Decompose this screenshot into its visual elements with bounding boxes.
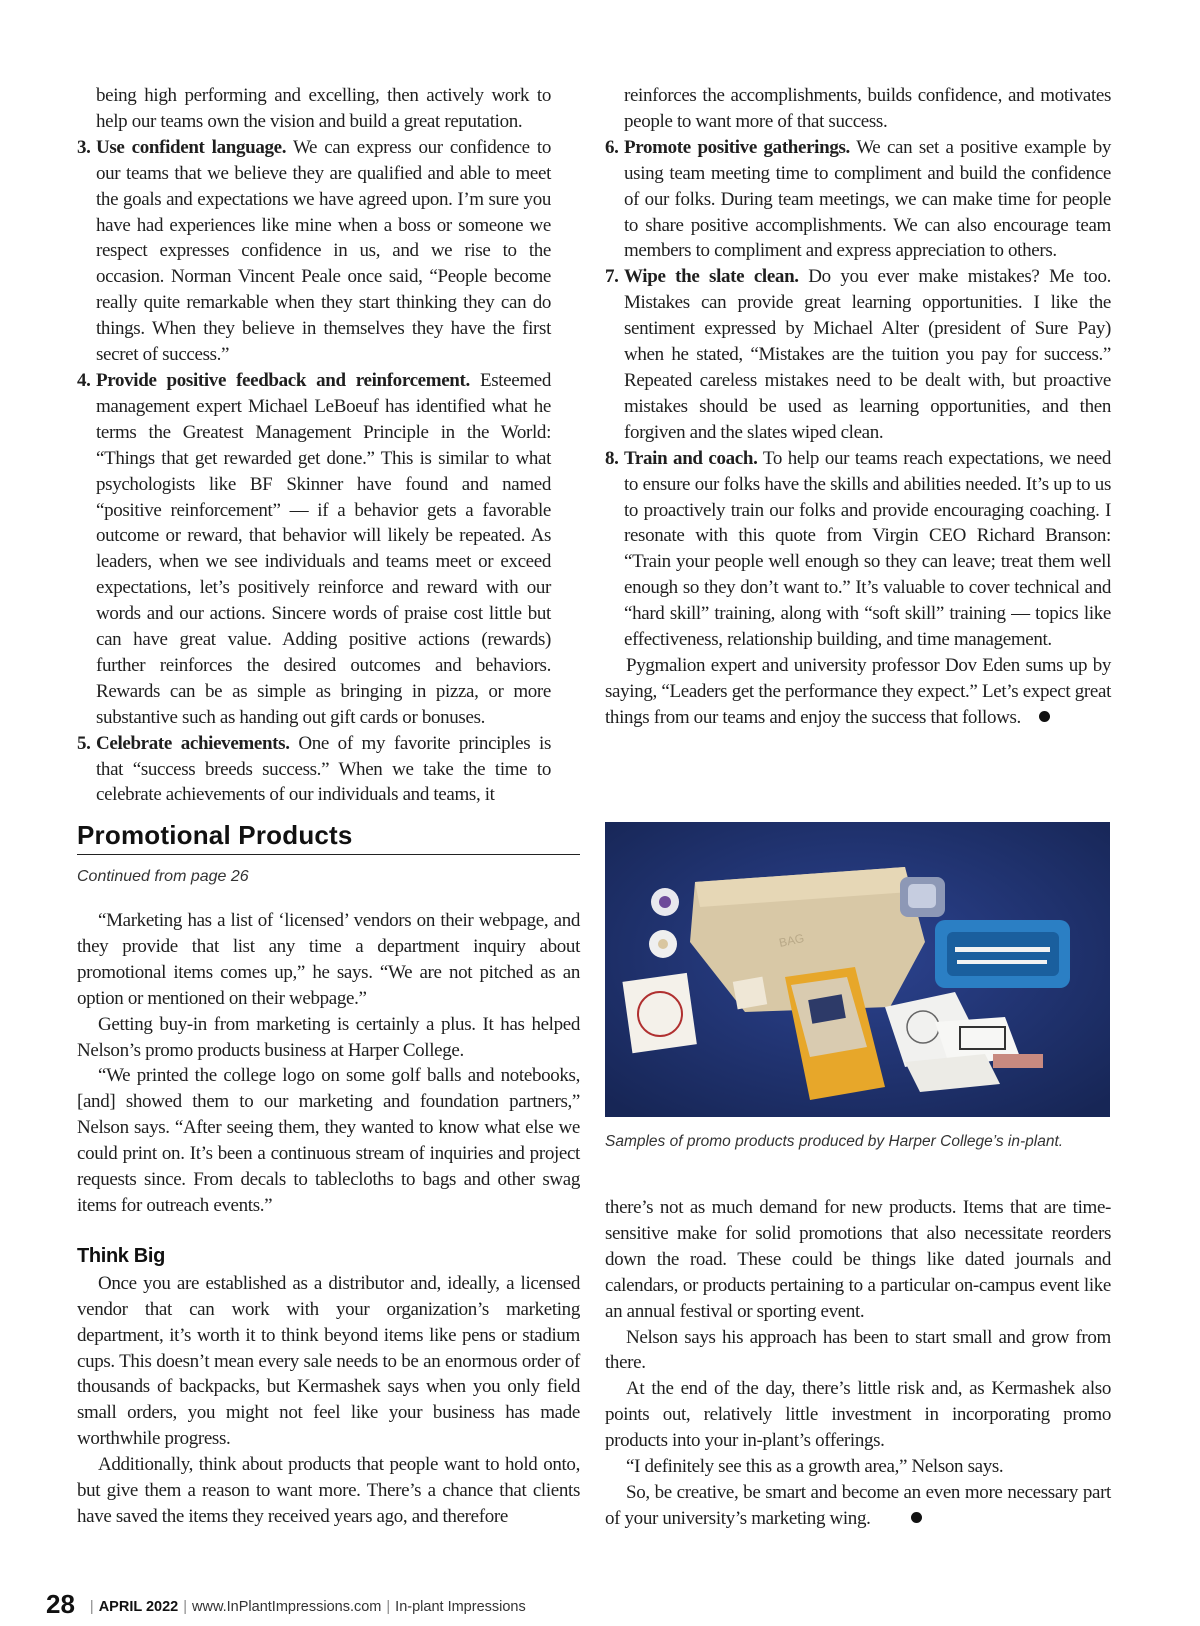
top-left-column bbox=[77, 83, 551, 808]
bottom-left-column bbox=[77, 908, 580, 1530]
body-paragraph: At the end of the day, there’s little risk and, as Kermashek also points out, relatively little investment in incorporating promo products into your in-plant’s offerings. bbox=[605, 1378, 1111, 1452]
top-right-column bbox=[605, 83, 1111, 731]
photo-illustration bbox=[605, 822, 1110, 1117]
svg-text:BAG: BAG bbox=[777, 930, 806, 950]
list-item bbox=[605, 446, 1111, 653]
body-paragraph: Getting buy-in from marketing is certainly a plus. It has helped Nelson’s promo products business at Harper College. bbox=[77, 1013, 580, 1061]
page-footer bbox=[46, 1589, 526, 1620]
list-number: 5. bbox=[77, 732, 91, 754]
body-paragraph: Additionally, think about products that people want to hold onto, but give them a reason to want more. There’s a chance that clients have saved the items they received years ago, and therefore bbox=[77, 1454, 580, 1527]
list-item bbox=[77, 731, 551, 809]
list-text: Esteemed management expert Michael LeBoeuf has identified what he terms the Greatest Management Principle in the World: “Things that get rewarded get done.” This is similar to what psychologists like BF Skinner have found and named “positive reinforcement” — if a behavior gets a favorable outcome or reward, that behavior will likely be repeated. As leaders, when we see individuals and teams meet or exceed expectations, let’s positively reinforce and reward with our words and our actions. Sincere words of praise cost little but can have great value. Adding positive actions (rewards) further reinforces the desired outcomes and behaviors. Rewards can be as simple as bringing in pizza, or more substantive such as handing out gift cards or bonuses. bbox=[96, 369, 551, 728]
list-item bbox=[77, 135, 551, 368]
end-mark-icon bbox=[911, 1512, 922, 1523]
list-number: 4. bbox=[77, 369, 91, 391]
continued-note: Continued from page 26 bbox=[77, 868, 249, 885]
list-title: Celebrate achievements. bbox=[96, 732, 290, 754]
final-paragraph: So, be creative, be smart and become an even more necessary part of your university’s marketing wing. bbox=[605, 1481, 1111, 1529]
body-paragraph: “Marketing has a list of ‘licensed’ vendors on their webpage, and they provide that list any time a department inquiry about promotional items comes up,” he says. “We are not pitched as an option or mentioned on their webpage.” bbox=[77, 910, 580, 1009]
list-number: 7. bbox=[605, 266, 619, 288]
body-paragraph: “I definitely see this as a growth area,” Nelson says. bbox=[626, 1456, 1004, 1478]
footer-separator: | bbox=[386, 1599, 391, 1615]
list-item bbox=[605, 264, 1111, 445]
promo-products-photo bbox=[605, 822, 1110, 1117]
list-item bbox=[605, 135, 1111, 265]
list-text: One of my favorite principles is that “success breeds success.” When we take the time to celebrate achievements of our individuals and teams, it bbox=[96, 732, 551, 806]
subheading: Think Big bbox=[77, 1244, 165, 1267]
footer-separator: | bbox=[89, 1599, 94, 1615]
list-title: Provide positive feedback and reinforcement. bbox=[96, 369, 470, 391]
bottom-right-column bbox=[605, 1195, 1111, 1532]
list-number: 6. bbox=[605, 136, 619, 158]
list-number: 3. bbox=[77, 136, 91, 158]
list-text: We can express our confidence to our teams that we believe they are qualified and able to meet the goals and expectations we have agreed upon. I’m sure you have had experiences like mine when a boss or someone we respect expresses confidence in us, and we rise to the occasion. Norman Vincent Peale once said, “People become really quite remarkable when they start thinking they can do things. When they believe in themselves they have the first secret of success.” bbox=[96, 136, 551, 366]
issue-date: APRIL 2022 bbox=[98, 1599, 179, 1615]
publication-name: In-plant Impressions bbox=[395, 1599, 526, 1615]
footer-separator: | bbox=[183, 1599, 188, 1615]
list-title: Promote positive gatherings. bbox=[624, 136, 850, 158]
closing-paragraph: Pygmalion expert and university professor Dov Eden sums up by saying, “Leaders get the performance they expect.” Let’s expect great things from our teams and enjoy the success that follows. bbox=[605, 654, 1111, 728]
right-intro: reinforces the accomplishments, builds confidence, and motivates people to want more of that success. bbox=[624, 85, 1111, 132]
list-text: We can set a positive example by using team meeting time to compliment and build the confidence of our folks. During team meetings, we can make time for people to share positive accomplishments. We can also encourage team members to compliment and express appreciation to others. bbox=[624, 136, 1111, 262]
body-paragraph: “We printed the college logo on some golf balls and notebooks, [and] showed them to our marketing and foundation partners,” Nelson says. “After seeing them, they wanted to know what else we could print on. It’s been a continuous stream of inquiries and project requests since. From decals to tablecloths to bags and other swag items for outreach events.” bbox=[77, 1065, 580, 1216]
list-title: Use confident language. bbox=[96, 136, 287, 158]
section-heading: Promotional Products bbox=[77, 820, 580, 855]
photo-caption: Samples of promo products produced by Harper College’s in-plant. bbox=[605, 1133, 1064, 1150]
body-paragraph: Nelson says his approach has been to start small and grow from there. bbox=[605, 1326, 1111, 1374]
body-paragraph: Once you are established as a distributor and, ideally, a licensed vendor that can work with your organization’s marketing department, it’s worth it to think beyond items like pens or stadium cups. This doesn’t mean every sale needs to be an enormous order of thousands of backpacks, but Kermashek says when you only field small orders, you might not feel like your business has made worthwhile progress. bbox=[77, 1272, 580, 1450]
website-link[interactable]: www.InPlantImpressions.com bbox=[192, 1599, 382, 1615]
list-title: Wipe the slate clean. bbox=[624, 266, 799, 288]
list-number: 8. bbox=[605, 447, 619, 469]
list-title: Train and coach. bbox=[624, 447, 758, 469]
list-text: To help our teams reach expectations, we need to ensure our folks have the skills and abilities needed. It’s up to us to proactively train our folks and provide encouraging coaching. I resonate with this quote from Virgin CEO Richard Branson: “Train your people well enough so they can leave; treat them well enough so they don’t want to.” It’s valuable to cover technical and “hard skill” training, along with “soft skill” training — topics like effectiveness, relationship building, and time management. bbox=[624, 447, 1111, 651]
left-intro: being high performing and excelling, then actively work to help our teams own the vision and build a great reputation. bbox=[96, 85, 551, 132]
page-number: 28 bbox=[46, 1589, 75, 1619]
body-paragraph: there’s not as much demand for new products. Items that are time-sensitive make for solid promotions that also necessitate reorders down the road. These could be things like dated journals and calendars, or products pertaining to a particular on-campus event like an annual festival or sporting event. bbox=[605, 1197, 1111, 1322]
list-text: Do you ever make mistakes? Me too. Mistakes can provide great learning opportunities. I like the sentiment expressed by Michael Alter (president of Sure Pay) when he stated, “Mistakes are the tuition you pay for success.” Repeated careless mistakes need to be dealt with, but proactive mistakes should be used as learning opportunities, and then forgiven and the slates wiped clean. bbox=[624, 266, 1111, 443]
end-mark-icon bbox=[1039, 711, 1050, 722]
list-item bbox=[77, 368, 551, 731]
